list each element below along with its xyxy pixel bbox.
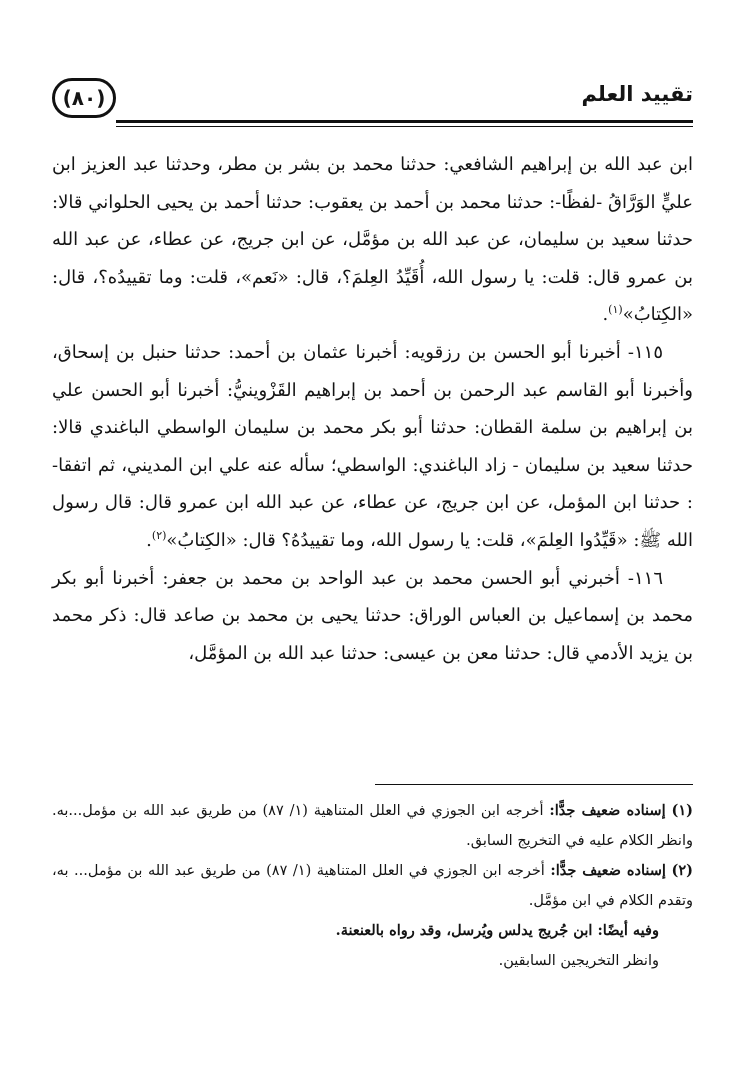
paragraph-115 [52,334,693,560]
footnote-2-extra [52,916,693,947]
footnote-extra-text: وفيه أيضًا: ابن جُريج يدلس ويُرسل، وقد رواه بالعنعنة. [335,922,659,939]
footnote-2 [52,856,693,916]
footnote-label: إسناده ضعيف جدًّا: [550,862,666,879]
paragraph-text: ابن عبد الله بن إبراهيم الشافعي: حدثنا محمد بن بشر بن مطر، وحدثنا عبد العزيز ابن عليٍّ الوَرَّاقُ -لفظًا-: حدثنا محمد بن أحمد بن يعقوب: حدثنا أحمد بن يحيى الحلواني قالا: حدثنا سعيد بن سليمان، عن عبد الله بن مؤمَّل، عن ابن جريج، عن عطاء، عن عبد الله بن عمرو قال: قلت: يا رسول الله، أُقَيِّدُ العِلمَ؟، قال: «نَعم»، قلت: وما تقييدُه؟، قال: «الكِتابُ» [52,154,693,326]
footnote-text: أخرجه ابن الجوزي في العلل المتناهية (١/ ٨٧) من طريق عبد الله بن مؤمل... به، وتقدم الكلام في ابن مؤمَّل. [52,863,693,909]
header-rule-thin [116,126,693,127]
page-number: (٨٠) [52,78,116,118]
footnote-2-extra-2: وانظر التخريجين السابقين. [498,952,659,969]
footnote-marker: (٢) [671,862,694,879]
footnote-marker: (١) [671,802,693,819]
footnote-label: إسناده ضعيف جدًّا: [549,802,666,819]
footnotes [52,796,693,976]
running-title: تقييد العلم [581,82,693,106]
footnote-1 [52,796,693,856]
footnote-text: أخرجه ابن الجوزي في العلل المتناهية (١/ ٨٧) من طريق عبد الله بن مؤمل...به. وانظر الكلام عليه في التخريج السابق. [52,803,693,849]
paragraph-end: . [146,529,152,551]
paragraph-end: . [602,304,609,326]
paragraph-1 [52,146,693,334]
main-text [52,146,693,672]
paragraph-116: ١١٦- أخبرني أبو الحسن محمد بن عبد الواحد بن محمد بن جعفر: أخبرنا أبو بكر محمد بن إسماعيل بن العباس الوراق: حدثنا يحيى بن محمد بن صاعد قال: ذكر محمد بن يزيد الأدمي قال: حدثنا معن بن عيسى: حدثنا عبد الله بن المؤمَّل، [52,567,693,664]
footnote-ref-1: (١) [608,303,623,317]
footnote-ref-2: (٢) [151,528,167,542]
paragraph-text: ١١٥- أخبرنا أبو الحسن بن رزقويه: أخبرنا عثمان بن أحمد: حدثنا حنبل بن إسحاق، وأخبرنا أبو القاسم عبد الرحمن بن أحمد بن إبراهيم القَزْوينيُّ: أخبرنا أبو الحسن علي بن إبراهيم بن سلمة القطان: حدثنا أبو بكر محمد بن سليمان الواسطي الباغندي قالا: حدثنا سعيد بن سليمان - زاد الباغندي: الواسطي؛ سأله عنه علي ابن المديني، ثم اتفقا- : حدثنا ابن المؤمل، عن ابن جريج، عن عطاء، عن عبد الله ابن عمرو قال: قال رسول الله ﷺ: «قَيِّدُوا العِلمَ»، قلت: يا رسول الله، وما تقييدُهُ؟ قال: «الكِتابُ» [52,341,693,551]
footnote-separator [375,784,693,785]
page-header [52,78,693,128]
header-rule [116,120,693,123]
